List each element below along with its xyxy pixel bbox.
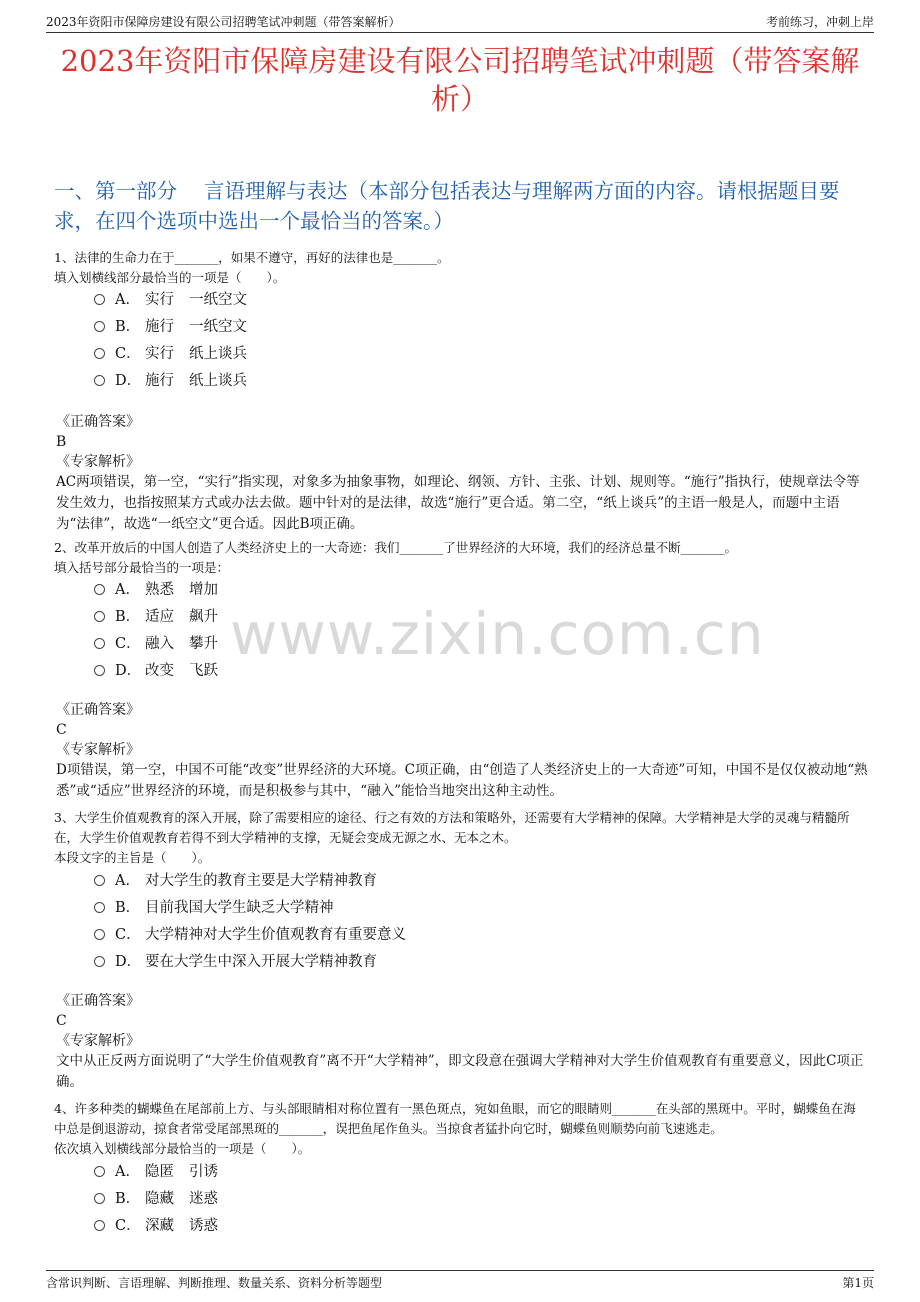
section-heading: 一、第一部分 言语理解与表达（本部分包括表达与理解两方面的内容。请根据题目要求，在四个选项中选出一个最恰当的答案。） [54, 179, 840, 233]
radio-icon[interactable] [94, 321, 105, 332]
q2-answer-block [56, 700, 868, 802]
answer-value: B [56, 434, 67, 450]
question-stem: 2、改革开放后的中国人创造了人类经济史上的一大奇迹：我们_______了世界经济的大环境，我们的经济总量不断_______。 [54, 540, 737, 555]
q1-option-d[interactable]: D． 施行 纸上谈兵 [94, 369, 247, 391]
q1-option-a[interactable]: A． 实行 一纸空文 [94, 288, 247, 310]
q3-answer-block [56, 991, 868, 1093]
question-prompt: 填入括号部分最恰当的一项是： [54, 560, 230, 575]
page-number: 第1页 [842, 1276, 874, 1290]
analysis-text: D项错误，第一空，中国不可能“改变”世界经济的大环境。C项正确，由“创造了人类经济史上的一大奇迹”可知，中国不是仅仅被动地“熟悉”或“适应”世界经济的环境，而是积极参与其中，“融入”能恰当地突出这种主动性。 [56, 762, 868, 799]
analysis-text: AC两项错误，第一空，“实行”指实现，对象多为抽象事物，如理论、纲领、方针、主张、计划、规则等。“施行”指执行，使规章法令等发生效力，也指按照某方式或办法去做。题中针对的是法律，故选“施行”更合适。第二空，“纸上谈兵”的主语一般是人，而题中主语为“法律”，故选“一纸空文”更合适。因此B项正确。 [56, 474, 860, 532]
answer-label: 《正确答案》 [56, 993, 140, 1009]
radio-icon[interactable] [94, 375, 105, 386]
question-stem: 3、大学生价值观教育的深入开展，除了需要相应的途径、行之有效的方法和策略外，还需要有大学精神的保障。大学精神是大学的灵魂与精髓所在，大学生价值观教育若得不到大学精神的支撑，无疑会变成无源之水、无本之木。 [54, 810, 850, 845]
analysis-label: 《专家解析》 [56, 742, 140, 758]
question-prompt: 填入划横线部分最恰当的一项是（ ）。 [54, 270, 286, 285]
radio-icon[interactable] [94, 1193, 105, 1204]
answer-value: C [56, 1013, 67, 1029]
radio-icon[interactable] [94, 638, 105, 649]
answer-label: 《正确答案》 [56, 414, 140, 430]
radio-icon[interactable] [94, 348, 105, 359]
q2-option-d[interactable]: D． 改变 飞跃 [94, 659, 218, 681]
footer-note: 含常识判断、言语理解、判断推理、数量关系、资料分析等题型 [46, 1276, 383, 1290]
q4-option-c[interactable]: C． 深藏 诱惑 [94, 1214, 218, 1236]
radio-icon[interactable] [94, 1220, 105, 1231]
radio-icon[interactable] [94, 1166, 105, 1177]
question-stem: 1、法律的生命力在于_______，如果不遵守，再好的法律也是_______。 [54, 250, 450, 265]
question-2-stem [54, 538, 868, 578]
radio-icon[interactable] [94, 875, 105, 886]
q1-option-b[interactable]: B． 施行 一纸空文 [94, 315, 247, 337]
q1-option-c[interactable]: C． 实行 纸上谈兵 [94, 342, 247, 364]
q2-option-a[interactable]: A． 熟悉 增加 [94, 578, 218, 600]
header-doc-title: 2023年资阳市保障房建设有限公司招聘笔试冲刺题（带答案解析） [46, 15, 401, 29]
q1-answer-block [56, 412, 868, 535]
radio-icon[interactable] [94, 902, 105, 913]
document-title: 2023年资阳市保障房建设有限公司招聘笔试冲刺题（带答案解析） [60, 44, 860, 116]
q3-option-c[interactable]: C． 大学精神对大学生价值观教育有重要意义 [94, 923, 406, 945]
page-header [46, 10, 874, 33]
question-prompt: 本段文字的主旨是（ ）。 [54, 850, 211, 865]
question-stem: 4、许多种类的蝴蝶鱼在尾部前上方、与头部眼睛相对称位置有一黑色斑点，宛如鱼眼，而它的眼睛则_______在头部的黑斑中。平时，蝴蝶鱼在海中总是倒退游动，掠食者常受尾部黑斑的_______，误把鱼尾作鱼头。当掠食者猛扑向它时，蝴蝶鱼则顺势向前飞速逃走。 [54, 1101, 856, 1136]
radio-icon[interactable] [94, 956, 105, 967]
question-prompt: 依次填入划横线部分最恰当的一项是（ ）。 [54, 1141, 311, 1156]
radio-icon[interactable] [94, 294, 105, 305]
question-1-stem [54, 248, 868, 288]
q3-option-d[interactable]: D． 要在大学生中深入开展大学精神教育 [94, 950, 377, 972]
q3-option-a[interactable]: A． 对大学生的教育主要是大学精神教育 [94, 869, 377, 891]
q2-option-b[interactable]: B． 适应 飙升 [94, 605, 218, 627]
analysis-label: 《专家解析》 [56, 454, 140, 470]
header-slogan: 考前练习，冲刺上岸 [765, 15, 874, 29]
q2-option-c[interactable]: C． 融入 攀升 [94, 632, 218, 654]
q4-option-a[interactable]: A． 隐匿 引诱 [94, 1160, 218, 1182]
question-3-stem [54, 808, 868, 868]
radio-icon[interactable] [94, 611, 105, 622]
watermark: www.zixin.com.cn [230, 600, 765, 668]
answer-value: C [56, 722, 67, 738]
page-footer [46, 1270, 874, 1290]
radio-icon[interactable] [94, 665, 105, 676]
radio-icon[interactable] [94, 584, 105, 595]
analysis-text: 文中从正反两方面说明了“大学生价值观教育”离不开“大学精神”，即文段意在强调大学精神对大学生价值观教育有重要意义，因此C项正确。 [56, 1053, 864, 1090]
radio-icon[interactable] [94, 929, 105, 940]
analysis-label: 《专家解析》 [56, 1033, 140, 1049]
question-4-stem [54, 1099, 868, 1159]
q4-option-b[interactable]: B． 隐藏 迷惑 [94, 1187, 218, 1209]
q3-option-b[interactable]: B． 目前我国大学生缺乏大学精神 [94, 896, 334, 918]
answer-label: 《正确答案》 [56, 702, 140, 718]
